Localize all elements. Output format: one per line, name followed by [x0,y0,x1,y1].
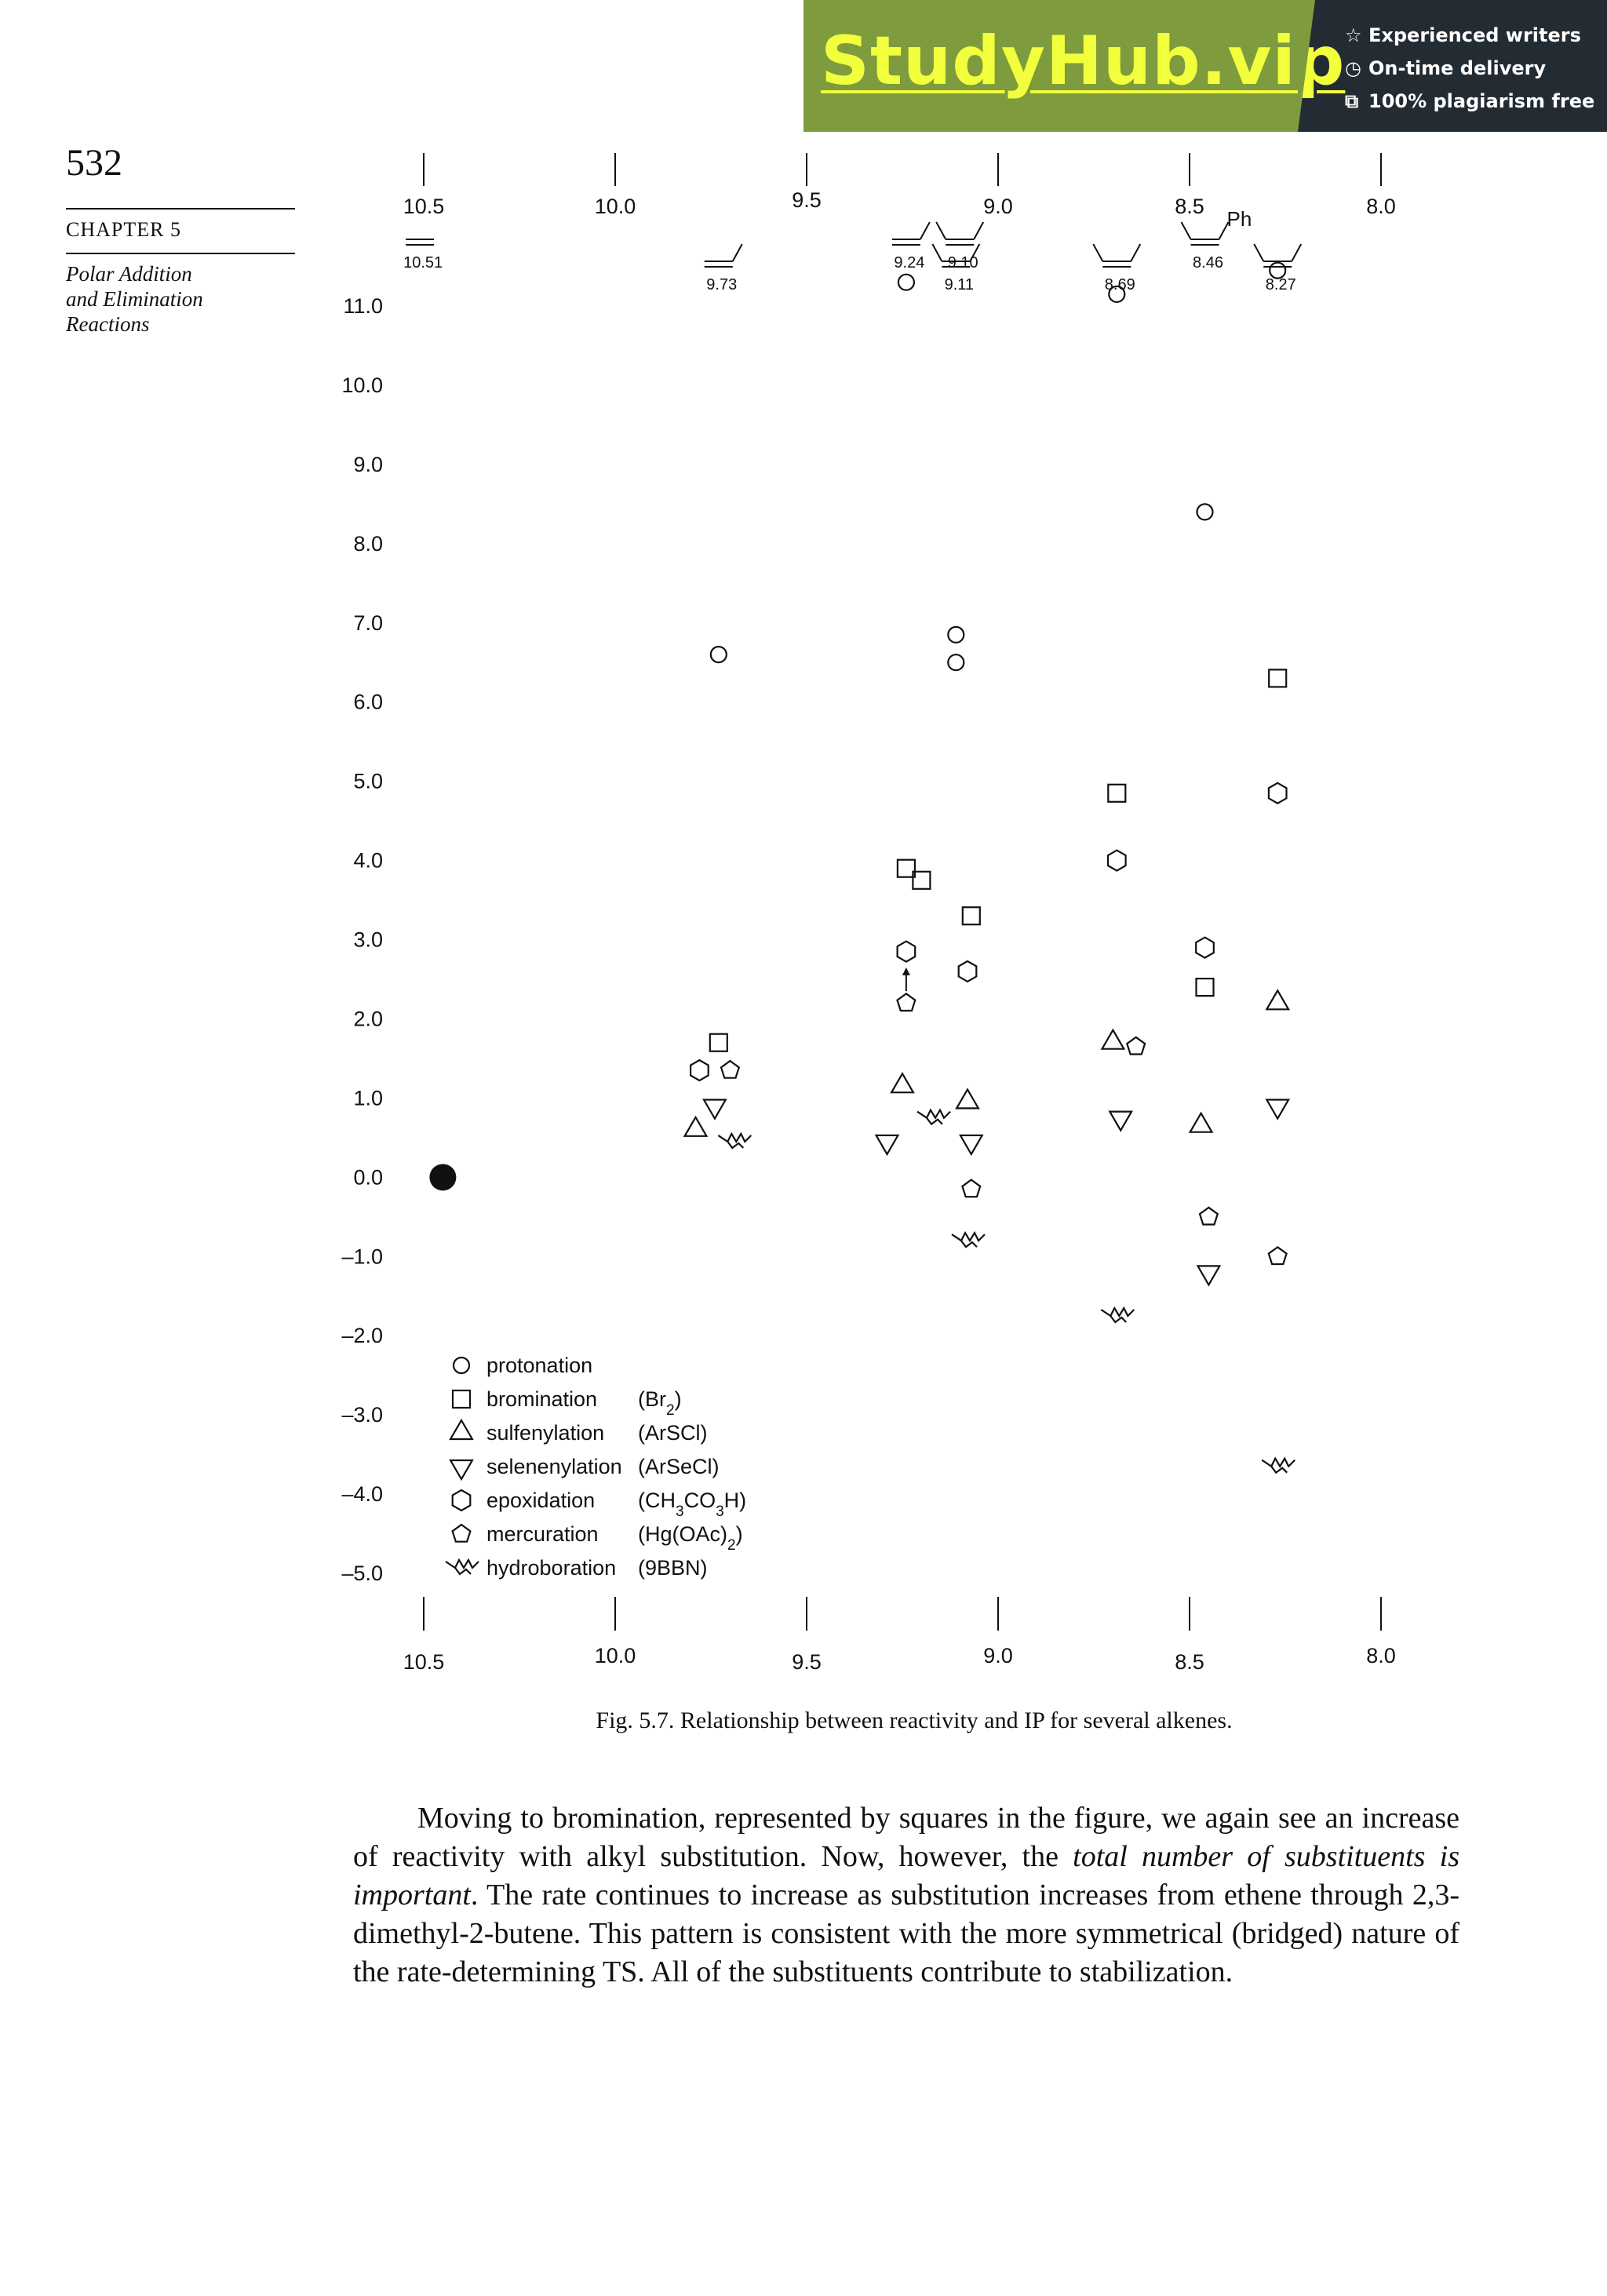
protonation-point-shape [898,275,914,290]
legend-reagent: (9BBN) [638,1556,708,1580]
selenenylation-point [1266,1100,1288,1119]
alkene-ip-label: 9.10 [947,254,978,272]
legend-label: bromination [486,1387,598,1411]
protonation-point [948,627,964,643]
substituent-bond [974,222,983,239]
hydroboration-point-shape [1262,1459,1295,1473]
epoxidation-point [691,1060,709,1081]
alkene-ip-label: 9.73 [706,276,738,293]
feature-item [1345,85,1607,118]
bromination-point-shape [963,907,980,924]
alkene-ip-label: 9.24 [894,254,925,272]
legend-marker-shape [453,1525,471,1542]
phenyl-label: Ph [1226,207,1252,231]
selenenylation-point [704,1100,726,1119]
y-tick-label: –5.0 [341,1562,383,1585]
sulfenylation-point [685,1117,707,1136]
x-tick-label-bottom: 10.5 [403,1650,445,1674]
epoxidation-point-shape [1269,783,1287,804]
legend-label: sulfenylation [486,1421,605,1445]
feature-label: Experienced writers [1368,24,1581,46]
hydroboration-point [718,1134,751,1148]
figure-caption: Fig. 5.7. Relationship between reactivity and IP for several alkenes. [596,1707,1233,1733]
protonation-point-shape [948,627,964,643]
body-text-2: . The rate continues to increase as substitution increases from ethene through 2,3-dimethyl-2-butene. This pattern is consistent with the more symmetrical (bridged) nature of the rate-determining TS. All of the substituents contribute to stabilization. [353,1879,1459,1988]
sulfenylation-point-shape [891,1073,913,1092]
running-title-line: and Elimination [66,287,203,311]
running-title [66,261,203,337]
bromination-point-shape [1269,669,1286,687]
ad-banner[interactable] [804,0,1607,132]
substituent-bond [1254,244,1263,261]
sulfenylation-point [957,1089,978,1108]
legend-marker [446,1560,479,1574]
alkene-ip-label: 8.69 [1104,276,1135,293]
selenenylation-point-shape [1266,1100,1288,1119]
sulfenylation-point-shape [1190,1113,1212,1132]
protonation-point [1197,504,1213,519]
epoxidation-point-shape [898,942,916,962]
selenenylation-point [1110,1112,1131,1131]
legend-marker-shape [446,1560,479,1574]
protonation-point-shape [948,654,964,670]
mercuration-point-shape [1269,1247,1287,1264]
alkene-ip-label: 8.27 [1265,276,1296,293]
y-tick-label: 11.0 [343,294,383,318]
sulfenylation-point-shape [1102,1030,1124,1049]
feature-item [1345,52,1607,85]
y-tick-label: 9.0 [353,452,383,476]
legend-reagent: (ArSCl) [638,1421,708,1445]
x-tick-label-bottom: 9.0 [983,1644,1013,1667]
epoxidation-point [1196,938,1214,958]
y-tick-label: 10.0 [341,373,383,397]
sulfenylation-point-shape [1266,990,1288,1009]
alkene-structure [936,222,983,272]
substituent-bond [936,222,946,239]
y-tick-label: 7.0 [353,610,383,635]
y-tick-label: –2.0 [341,1324,383,1348]
x-tick-label-bottom: 10.0 [594,1644,636,1667]
legend-reagent: $(Hg(OAc)_2)$ [638,1522,743,1554]
brand-logo[interactable]: StudyHub.vip [821,22,1346,100]
sulfenylation-point [1266,990,1288,1009]
alkene-structure [1182,222,1229,272]
substituent-bond [932,244,942,261]
alkene-ip-label: 9.11 [944,276,975,293]
star-icon: ☆ [1345,24,1362,46]
protonation-point [948,654,964,670]
chapter-label: CHAPTER 5 [66,218,181,241]
bromination-point [1197,979,1214,996]
y-tick-label: 3.0 [353,928,383,952]
y-tick-label: 1.0 [353,1086,383,1110]
legend-reagent: $(CH_3CO_3H)$ [638,1489,747,1520]
epoxidation-point-shape [1108,851,1126,871]
legend-marker [454,1358,469,1373]
legend [446,1354,746,1580]
selenenylation-point [1198,1266,1220,1285]
legend-marker-shape [453,1490,471,1511]
y-tick-label: 2.0 [353,1007,383,1031]
x-tick-label-bottom: 8.5 [1175,1650,1204,1674]
substituent-bond [1182,222,1191,239]
x-tick-label-top: 10.5 [403,195,445,218]
sulfenylation-point-shape [957,1089,978,1108]
feature-label: On-time delivery [1368,57,1547,79]
x-tick-label-top: 8.0 [1366,195,1396,218]
substituent-bond [733,244,742,261]
y-tick-label: 5.0 [353,769,383,793]
feature-item [1345,19,1607,52]
mercuration-point-shape [1127,1037,1145,1055]
epoxidation-point [898,942,916,962]
legend-marker [453,1390,470,1408]
alkene-structure [892,222,930,272]
mercuration-point [1269,1247,1287,1264]
legend-marker [450,1460,472,1479]
y-tick-label: 6.0 [353,690,383,714]
y-tick-label: –4.0 [341,1482,383,1507]
sulfenylation-point [1102,1030,1124,1049]
reactivity-ip-chart [330,145,1507,1683]
x-tick-label-bottom: 9.5 [792,1650,822,1674]
alkene-ip-label: 8.46 [1193,254,1223,272]
hydroboration-point [952,1233,985,1247]
reference-point [429,1164,456,1190]
mercuration-point [721,1061,739,1078]
legend-label: mercuration [486,1522,599,1546]
protonation-point [898,275,914,290]
substituent-bond [1131,244,1140,261]
epoxidation-point-shape [691,1060,709,1081]
substituent-bond [1093,244,1102,261]
legend-label: hydroboration [486,1556,617,1580]
running-title-line: Reactions [66,312,150,336]
legend-marker [453,1525,471,1542]
protonation-point [711,647,727,662]
substituent-bond [920,222,930,239]
copy-icon: ⧉ [1345,90,1359,112]
legend-reagent: $(Br_2)$ [638,1387,682,1419]
epoxidation-point [959,961,977,982]
legend-marker-shape [450,1420,472,1439]
protonation-point-shape [711,647,727,662]
alkene-structure [705,244,742,293]
hydroboration-point [1101,1308,1134,1322]
bromination-point [1108,785,1125,802]
hydroboration-point-shape [1101,1308,1134,1322]
epoxidation-point-shape [1196,938,1214,958]
legend-marker [450,1420,472,1439]
x-tick-label-top: 9.5 [792,188,822,212]
y-tick-label: 4.0 [353,848,383,873]
legend-marker-shape [454,1358,469,1373]
mercuration-point-shape [962,1180,980,1197]
selenenylation-point-shape [960,1135,982,1154]
legend-marker-shape [450,1460,472,1479]
x-tick-label-top: 8.5 [1175,195,1204,218]
chapter-rule-bottom [66,253,295,254]
mercuration-point [962,1180,980,1197]
alkene-ip-label: 10.51 [403,254,443,272]
chart-svg [330,145,1507,1683]
body-emphasis: total number of substituents is important [353,1840,1459,1912]
legend-marker-shape [453,1390,470,1408]
mercuration-point [1127,1037,1145,1055]
substituent-bond [1292,244,1301,261]
mercuration-point [898,993,916,1011]
sulfenylation-point-shape [685,1117,707,1136]
bromination-point-shape [1108,785,1125,802]
selenenylation-point-shape [704,1100,726,1119]
arrow-head [902,968,910,975]
epoxidation-point [1269,783,1287,804]
bromination-point-shape [710,1034,727,1051]
selenenylation-point [960,1135,982,1154]
mercuration-point-shape [721,1061,739,1078]
selenenylation-point-shape [1110,1112,1131,1131]
mercuration-point [1200,1208,1218,1225]
alkene-structure [1254,244,1301,293]
body-text-1: Moving to bromination, represented by squares in the figure, we again see an increase of reactivity with alkyl substitution. Now, however, the [353,1802,1459,1873]
x-tick-label-top: 9.0 [983,195,1013,218]
y-tick-label: –1.0 [341,1245,383,1269]
legend-reagent: (ArSeCl) [638,1455,720,1478]
feature-label: 100% plagiarism free [1368,90,1595,112]
selenenylation-point-shape [1198,1266,1220,1285]
legend-marker [453,1490,471,1511]
legend-label: selenenylation [486,1455,622,1478]
selenenylation-point [876,1135,898,1154]
bromination-point [710,1034,727,1051]
chapter-rule-top [66,208,295,210]
legend-label: protonation [486,1354,593,1377]
bromination-point-shape [1197,979,1214,996]
protonation-point-shape [1197,504,1213,519]
clock-icon: ◷ [1345,57,1361,79]
hydroboration-point-shape [917,1110,950,1124]
y-tick-label: –3.0 [341,1403,383,1427]
alkene-structure [403,239,443,272]
bromination-point [963,907,980,924]
sulfenylation-point [1190,1113,1212,1132]
mercuration-point-shape [898,993,916,1011]
y-tick-label: 0.0 [353,1165,383,1190]
brand-panel[interactable] [804,0,1346,132]
hydroboration-point [1262,1459,1295,1473]
legend-label: epoxidation [486,1489,596,1512]
selenenylation-point-shape [876,1135,898,1154]
hydroboration-point-shape [718,1134,751,1148]
x-tick-label-bottom: 8.0 [1366,1644,1396,1667]
page-number: 532 [66,142,122,184]
mercuration-point-shape [1200,1208,1218,1225]
bromination-point [1269,669,1286,687]
y-tick-label: 8.0 [353,531,383,556]
x-tick-label-top: 10.0 [594,195,636,218]
epoxidation-point-shape [959,961,977,982]
body-paragraph [353,1799,1459,1992]
hydroboration-point-shape [952,1233,985,1247]
epoxidation-point [1108,851,1126,871]
sulfenylation-point [891,1073,913,1092]
hydroboration-point [917,1110,950,1124]
running-title-line: Polar Addition [66,262,192,286]
